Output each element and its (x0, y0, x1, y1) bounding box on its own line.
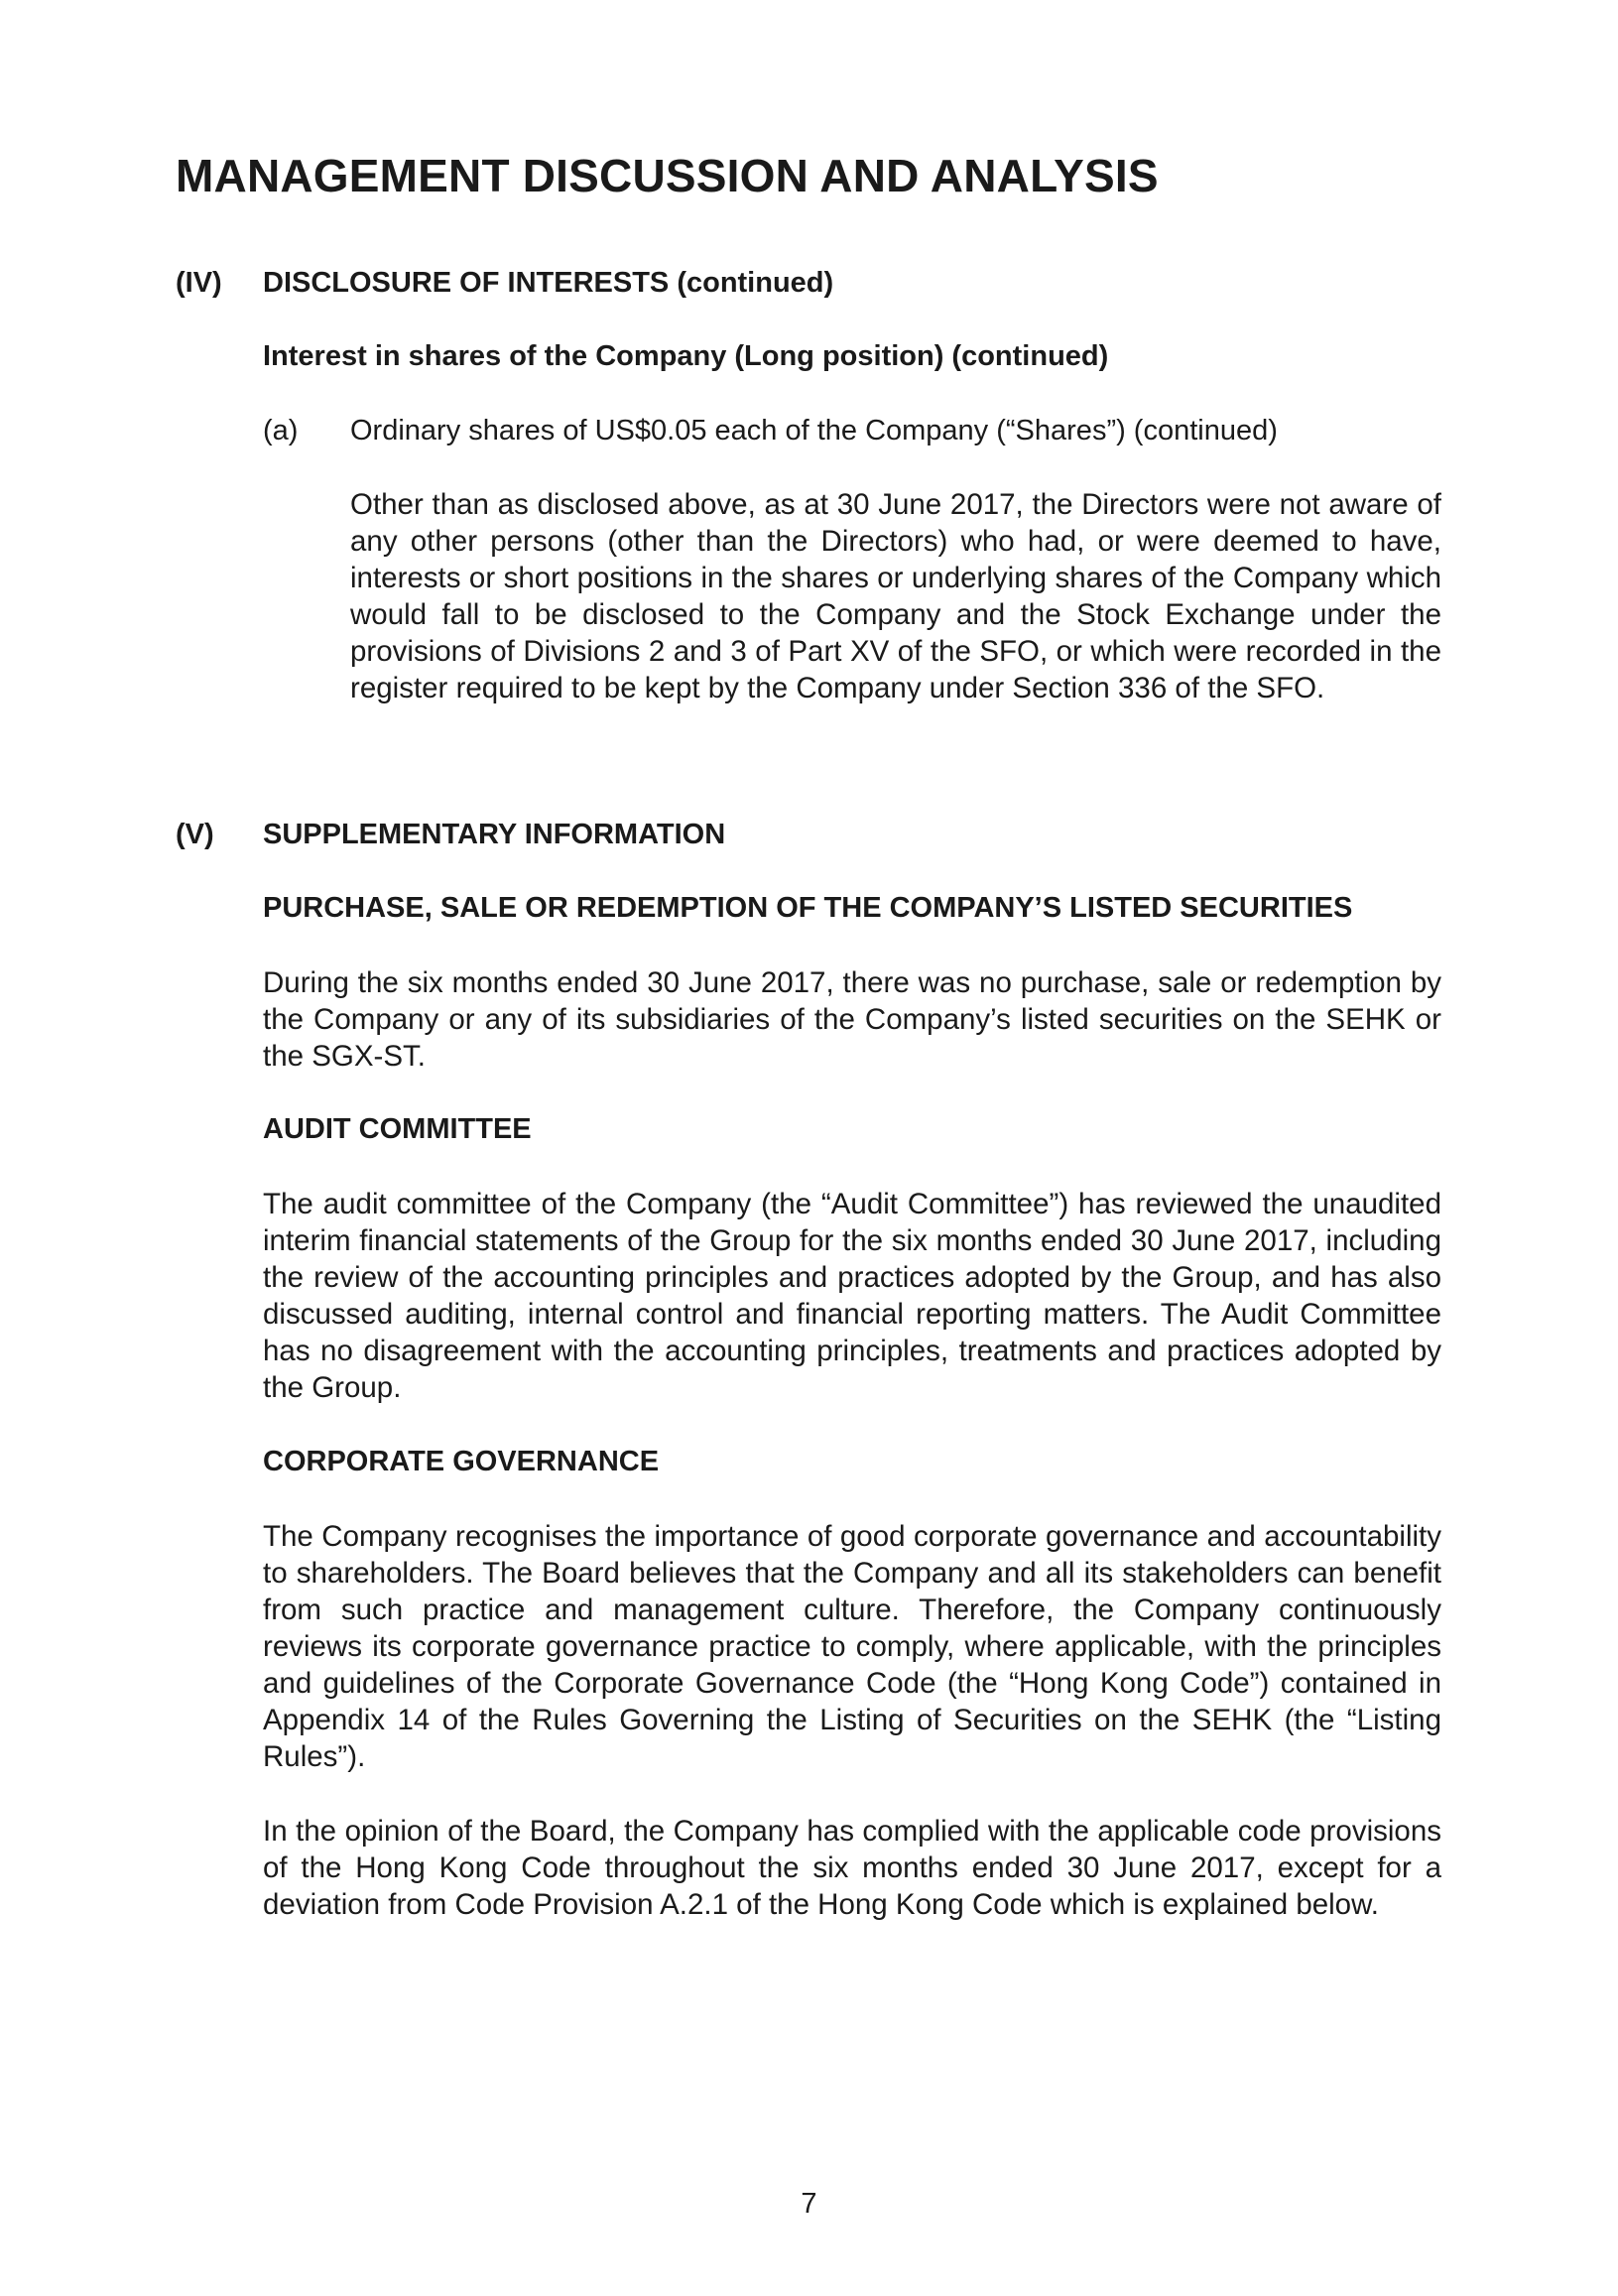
page-title: MANAGEMENT DISCUSSION AND ANALYSIS (176, 150, 1159, 201)
section-iv-subheading: Interest in shares of the Company (Long position) (continued) (263, 340, 1109, 372)
section-v-number: (V) (176, 819, 214, 850)
item-a-text: Ordinary shares of US$0.05 each of the Company (“Shares”) (continued) (350, 415, 1278, 446)
disclosure-paragraph: Other than as disclosed above, as at 30 June 2017, the Directors were not aware of any other persons (other than the Directors) who had, or were deemed to have, interests or short positions in the shares or underlying shares of the Company which would fall to be disclosed to the Company and the Stock Exchange under the provisions of Divisions 2 and 3 of Part XV of the SFO, or which were recorded in the register required to be kept by the Company under Section 336 of the SFO. (350, 488, 1441, 704)
section-iv-title: DISCLOSURE OF INTERESTS (continued) (263, 267, 834, 299)
audit-heading: AUDIT COMMITTEE (263, 1113, 532, 1145)
section-iv-number: (IV) (176, 267, 222, 299)
section-v-title: SUPPLEMENTARY INFORMATION (263, 819, 726, 850)
purchase-heading: PURCHASE, SALE OR REDEMPTION OF THE COMPANY’S LISTED SECURITIES (263, 892, 1353, 924)
item-a-label: (a) (263, 415, 299, 446)
governance-paragraph-2: In the opinion of the Board, the Company has complied with the applicable code provisions of the Hong Kong Code throughout the six months ended 30 June 2017, except for a deviation from Code Provision A.2.1 of the Hong Kong Code which is explained below. (263, 1815, 1441, 1921)
audit-paragraph: The audit committee of the Company (the “Audit Committee”) has reviewed the unaudited interim financial statements of the Group for the six months ended 30 June 2017, including the review of the accounting principles and practices adopted by the Group, and has also discussed auditing, internal control and financial reporting matters. The Audit Committee has no disagreement with the accounting principles, treatments and practices adopted by the Group. (263, 1188, 1441, 1404)
governance-heading: CORPORATE GOVERNANCE (263, 1446, 660, 1477)
page-number: 7 (801, 2188, 817, 2220)
governance-paragraph-1: The Company recognises the importance of good corporate governance and accountability to shareholders. The Board believes that the Company and all its stakeholders can benefit from such practice and management culture. Therefore, the Company continuously reviews its corporate governance practice to comply, where applicable, with the principles and guidelines of the Corporate Governance Code (the “Hong Kong Code”) contained in Appendix 14 of the Rules Governing the Listing of Securities on the SEHK (the “Listing Rules”). (263, 1520, 1441, 1773)
purchase-paragraph: During the six months ended 30 June 2017, there was no purchase, sale or redemption by the Company or any of its subsidiaries of the Company’s listed securities on the SEHK or the SGX-ST. (263, 966, 1441, 1073)
